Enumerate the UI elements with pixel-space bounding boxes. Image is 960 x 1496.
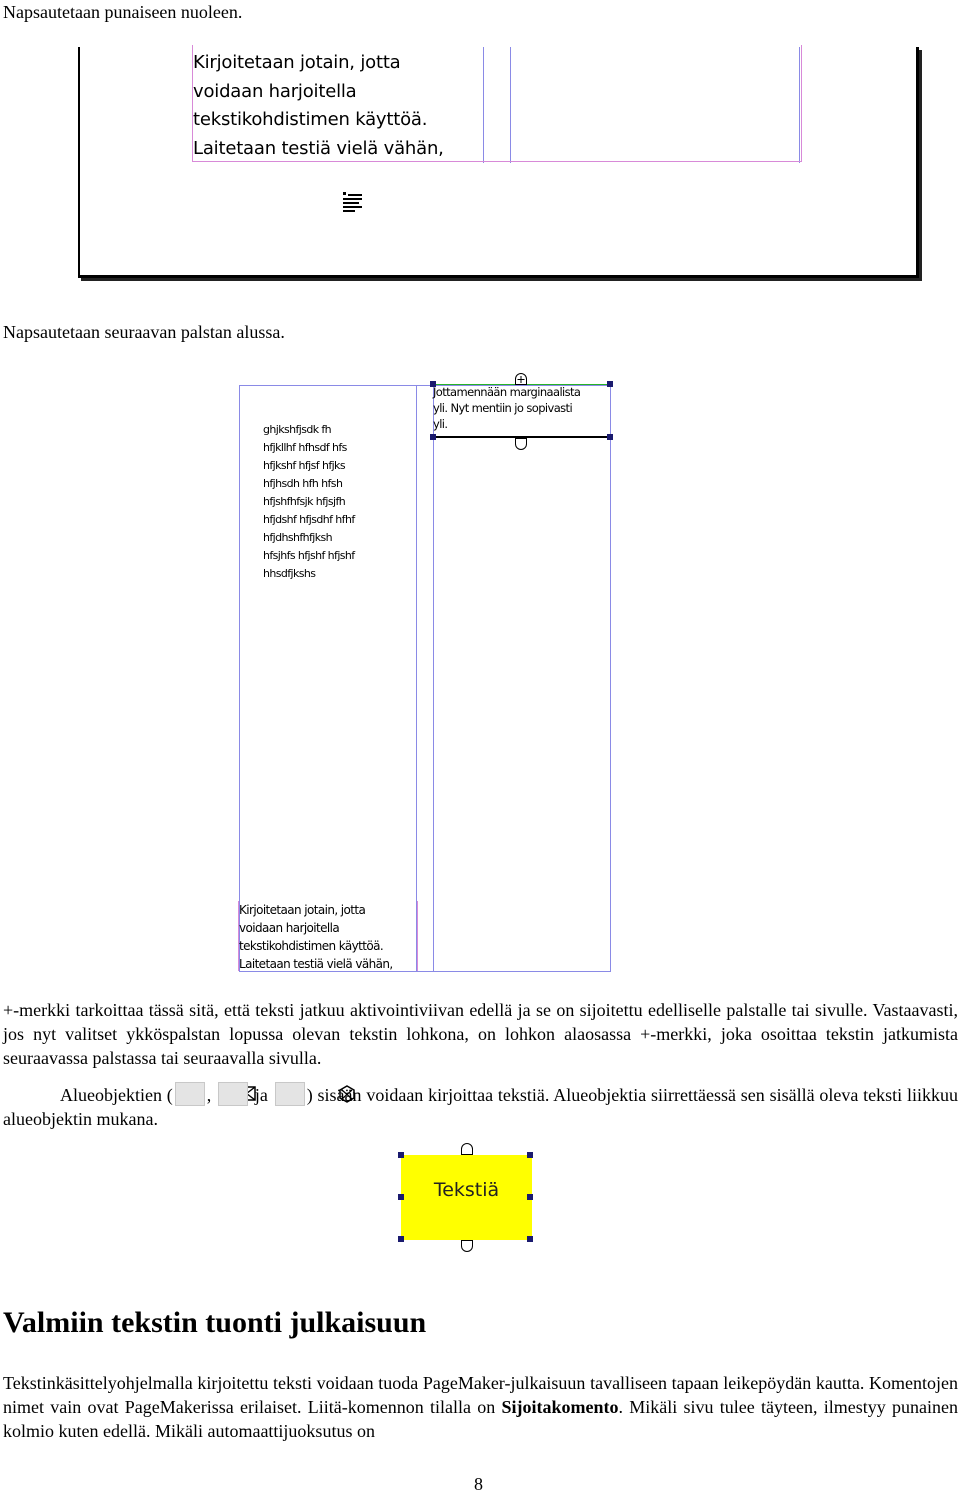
text-line: yli.	[433, 417, 448, 431]
figure-area-object	[396, 1140, 538, 1256]
figure-text-block-screenshot	[78, 47, 919, 278]
figure-column-layout	[232, 372, 622, 977]
text-line: Laitetaan testiä vielä vähän,	[239, 957, 393, 971]
text-line: Kirjoitetaan jotain, jotta	[239, 903, 366, 917]
instruction-text-1: Napsautetaan punaiseen nuoleen.	[3, 2, 243, 22]
selection-handle[interactable]	[430, 434, 436, 440]
text-span: Tekstinkäsittelyohjelmalla kirjoitettu teksti voidaan tuoda PageMaker-julkaisuun tavalliseen tapaan leikepöydän kautta. Komentojen nimet vain ovat PageMakerissa erilaiset. Liitä-komennon tilalla on	[3, 1373, 958, 1417]
text-line: Jottamennään marginaalista	[433, 385, 581, 399]
text-span: ) sisään voidaan kirjoittaa tekstiä. Alueobjektia siirrettäessä sen sisällä oleva teksti liikkuu alueobjektin mukana.	[3, 1085, 958, 1129]
polygon-frame-icon[interactable]	[275, 1082, 305, 1106]
text-line: voidaan harjoitella	[239, 921, 340, 935]
selection-handle[interactable]	[398, 1194, 404, 1200]
text-line: hfsjhfs hfjshf hfjshf	[263, 549, 355, 562]
text-span: . Mikäli sivu tulee täyteen, ilmestyy punainen kolmio kuten edellä. Mikäli automaattijuoksutus on	[3, 1397, 958, 1441]
column-guide	[416, 386, 417, 972]
text-line: hfjhsdh hfh hfsh	[263, 477, 343, 490]
text-line: hhsdfjkshs	[263, 567, 316, 580]
empty-windowshade-icon[interactable]	[461, 1143, 473, 1155]
text-line: tekstikohdistimen käyttöä.	[193, 109, 428, 130]
column-guide	[610, 386, 611, 972]
text-line: hfjdhshfhfjksh	[263, 531, 333, 544]
text-span: Alueobjektien (	[60, 1085, 173, 1105]
text-line: hfjshfhfsjk hfjsjfh	[263, 495, 346, 508]
rectangle-frame-icon[interactable]	[175, 1082, 205, 1106]
ellipse-frame-icon[interactable]	[218, 1082, 248, 1106]
text-line: hfjkshf hfjsf hfjks	[263, 459, 345, 472]
selection-handle[interactable]	[527, 1194, 533, 1200]
column-guide	[239, 386, 240, 972]
column-guide	[433, 386, 434, 972]
selection-handle[interactable]	[607, 381, 613, 387]
column1-bottom-text	[239, 901, 393, 973]
column1-text	[263, 421, 355, 583]
selection-handle[interactable]	[527, 1152, 533, 1158]
body-paragraph-3	[3, 1371, 958, 1443]
text-line: ghjkshfjsdk fh	[263, 423, 332, 436]
selection-handle[interactable]	[527, 1236, 533, 1242]
body-paragraph-1: +-merkki tarkoittaa tässä sitä, että teksti jatkuu aktivointiviivan edellä ja se on sijoitettu edelliselle palstalle tai sivulle. Vastaavasti, jos nyt valitset ykköspalstan lopussa olevan tekstin lohkona, on lohkon alaosassa +-merkki, joka osoittaa tekstin jatkumista seuraavassa palstassa tai seuraavalla sivulla.	[3, 1000, 958, 1068]
selection-handle[interactable]	[398, 1236, 404, 1242]
instruction-text-2: Napsautetaan seuraavan palstan alussa.	[3, 322, 285, 342]
text-span: ,	[206, 1085, 212, 1105]
text-line: Laitetaan testiä vielä vähän,	[193, 137, 444, 159]
area-object-fill[interactable]	[401, 1155, 532, 1240]
column2-text	[433, 384, 580, 432]
bold-text: Sijoitakomento	[501, 1397, 619, 1417]
text-line: tekstikohdistimen käyttöä.	[239, 939, 384, 953]
empty-windowshade-icon[interactable]	[515, 438, 527, 450]
empty-windowshade-icon[interactable]	[461, 1240, 473, 1252]
page-number: 8	[474, 1474, 483, 1494]
text-line: voidaan harjoitella	[193, 80, 357, 102]
text-line: hfjdshf hfjsdhf hfhf	[263, 513, 355, 526]
text-line: yli. Nyt mentiin jo sopivasti	[433, 401, 573, 415]
text-block-content	[193, 49, 444, 163]
area-object-label: Tekstiä	[433, 1179, 500, 1201]
text-line: Kirjoitetaan jotain, jotta	[193, 52, 401, 73]
text-span: ja	[254, 1085, 268, 1105]
body-paragraph-2	[3, 1082, 958, 1131]
selection-handle[interactable]	[607, 434, 613, 440]
text-line: hfjkllhf hfhsdf hfs	[263, 441, 347, 454]
section-heading: Valmiin tekstin tuonti julkaisuun	[3, 1306, 427, 1339]
text-flow-icon[interactable]	[342, 191, 364, 213]
selection-handle[interactable]	[398, 1152, 404, 1158]
